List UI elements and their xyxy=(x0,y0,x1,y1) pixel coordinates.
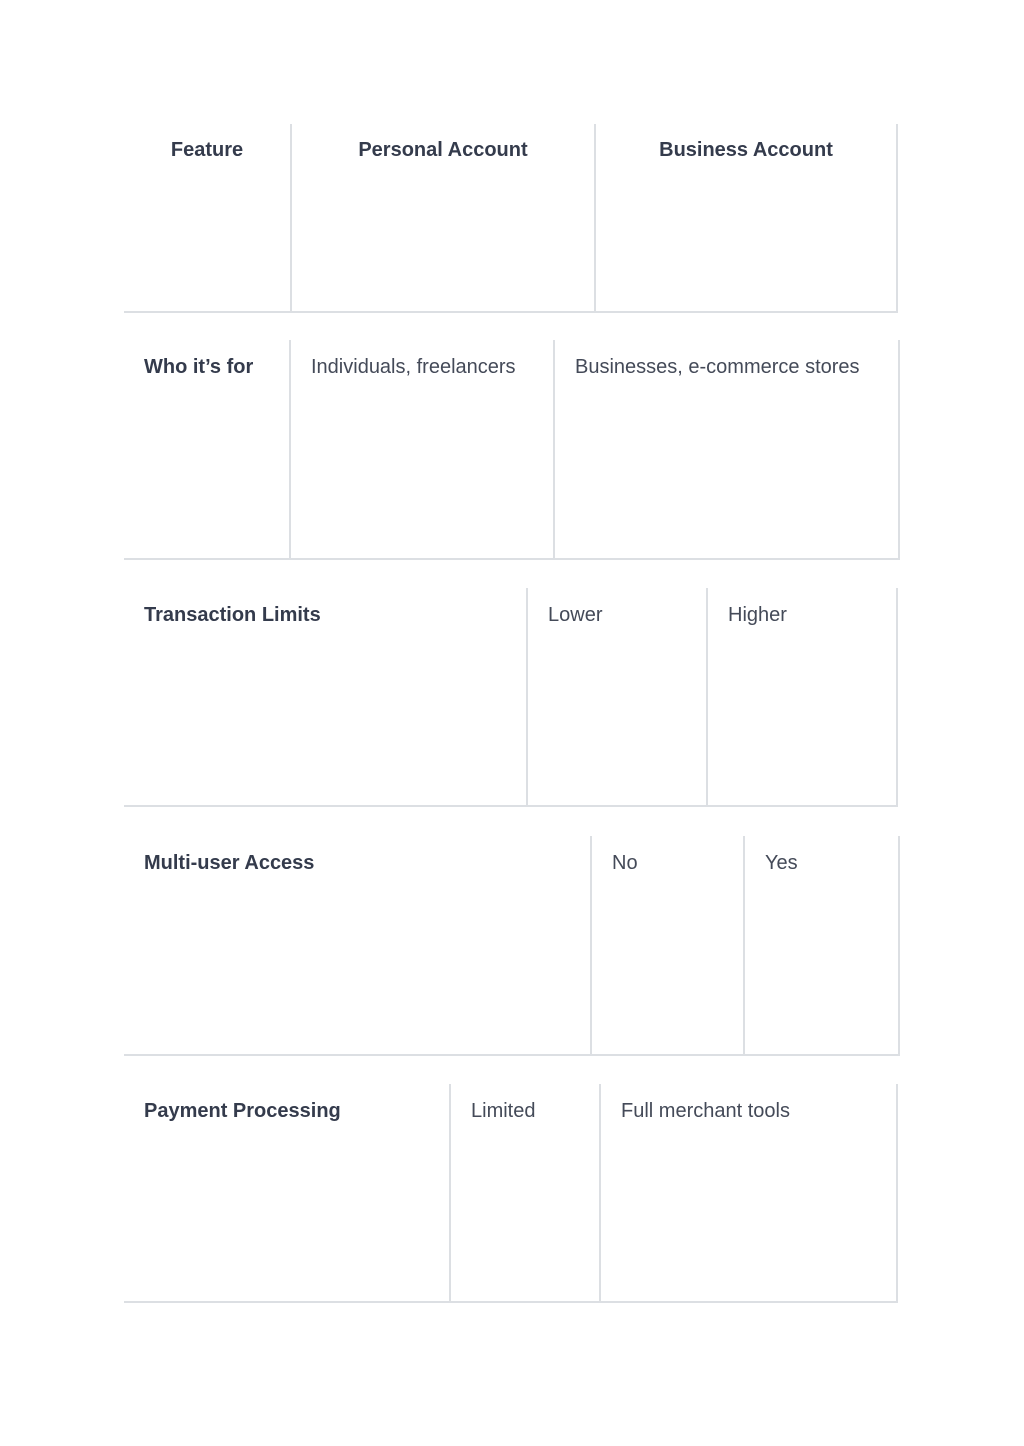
business-cell xyxy=(706,588,898,805)
table-row xyxy=(124,588,898,807)
personal-value: Individuals, freelancers xyxy=(311,356,516,378)
feature-cell xyxy=(124,588,526,805)
personal-value: No xyxy=(612,852,638,874)
feature-label: Who it’s for xyxy=(144,356,254,378)
personal-cell xyxy=(449,1084,600,1301)
feature-label: Multi-user Access xyxy=(144,852,315,874)
feature-cell xyxy=(124,340,290,558)
header-label-personal: Personal Account xyxy=(358,139,528,161)
personal-value: Limited xyxy=(471,1100,536,1122)
header-cell-business xyxy=(594,124,898,311)
table-row xyxy=(124,836,900,1056)
feature-cell xyxy=(124,836,590,1054)
personal-cell xyxy=(289,340,554,558)
table-row xyxy=(124,340,900,560)
feature-label: Payment Processing xyxy=(144,1100,341,1122)
business-cell xyxy=(599,1084,898,1301)
feature-cell xyxy=(124,1084,449,1301)
header-label-feature: Feature xyxy=(170,139,244,161)
feature-label: Transaction Limits xyxy=(144,604,321,626)
header-cell-personal xyxy=(290,124,594,311)
business-cell xyxy=(743,836,900,1054)
personal-cell xyxy=(526,588,707,805)
business-value: Businesses, e-commerce stores xyxy=(575,356,860,378)
header-cell-feature xyxy=(124,124,290,311)
table-header-row xyxy=(124,124,898,313)
business-value: Full merchant tools xyxy=(621,1100,790,1122)
business-value: Higher xyxy=(728,604,787,626)
personal-cell xyxy=(590,836,744,1054)
table-row xyxy=(124,1084,898,1303)
header-label-business: Business Account xyxy=(659,139,833,161)
personal-value: Lower xyxy=(548,604,603,626)
business-cell xyxy=(553,340,900,558)
business-value: Yes xyxy=(765,852,798,874)
